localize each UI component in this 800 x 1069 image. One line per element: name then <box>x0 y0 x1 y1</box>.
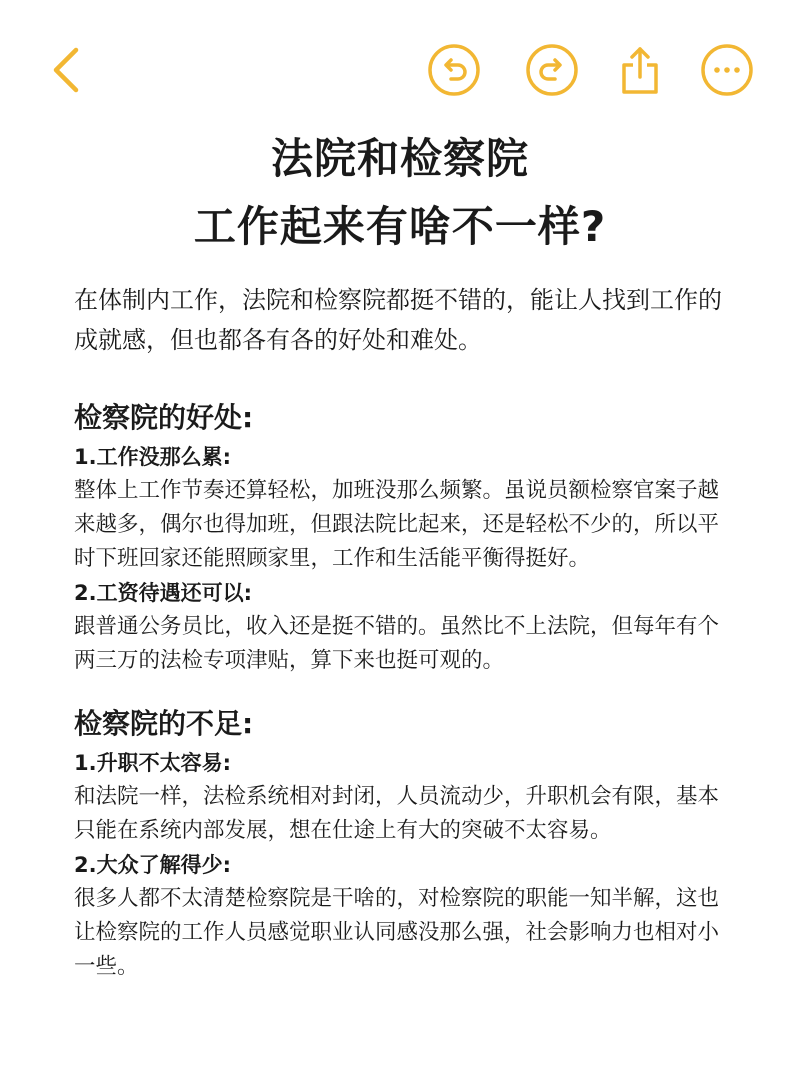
intro-paragraph: 在体制内工作，法院和检察院都挺不错的，能让人找到工作的成就感，但也都各有各的好处和难处。 <box>74 286 722 354</box>
page-title <box>0 130 800 266</box>
item-title: 2.工资待遇还可以: <box>74 581 252 605</box>
item-body: 很多人都不太清楚检察院是干啥的，对检察院的职能一知半解，这也让检察院的工作人员感觉职业认同感没那么强，社会影响力也相对小一些。 <box>74 886 720 979</box>
undo-icon <box>427 43 481 97</box>
item-body: 整体上工作节奏还算轻松，加班没那么频繁。虽说员额检察官案子越来越多，偶尔也得加班，但跟法院比起来，还是轻松不少的，所以平时下班回家还能照顾家里，工作和生活能平衡得挺好。 <box>74 478 720 571</box>
title-line-1: 法院和检察院 <box>257 130 543 188</box>
item-title: 2.大众了解得少: <box>74 853 231 877</box>
item-body: 跟普通公务员比，收入还是挺不错的。虽然比不上法院，但每年有个两三万的法检专项津贴，算下来也挺可观的。 <box>74 614 720 673</box>
toolbar <box>0 0 800 140</box>
more-button[interactable] <box>700 43 754 97</box>
back-button[interactable] <box>40 40 96 100</box>
section-heading: 检察院的不足: <box>74 704 259 744</box>
redo-icon <box>525 43 579 97</box>
section-advantages <box>74 398 734 678</box>
chevron-left-icon <box>40 40 96 100</box>
share-icon <box>614 43 666 97</box>
share-button[interactable] <box>614 43 666 97</box>
more-horizontal-icon <box>700 43 754 97</box>
undo-button[interactable] <box>427 43 481 97</box>
item-title: 1.工作没那么累: <box>74 445 231 469</box>
redo-button[interactable] <box>525 43 579 97</box>
item-body: 和法院一样，法检系统相对封闭，人员流动少，升职机会有限，基本只能在系统内部发展，想在仕途上有大的突破不太容易。 <box>74 784 720 843</box>
section-disadvantages <box>74 704 734 984</box>
item-title: 1.升职不太容易: <box>74 751 231 775</box>
title-line-2: 工作起来有啥不一样? <box>180 198 620 256</box>
section-heading: 检察院的好处: <box>74 398 259 438</box>
